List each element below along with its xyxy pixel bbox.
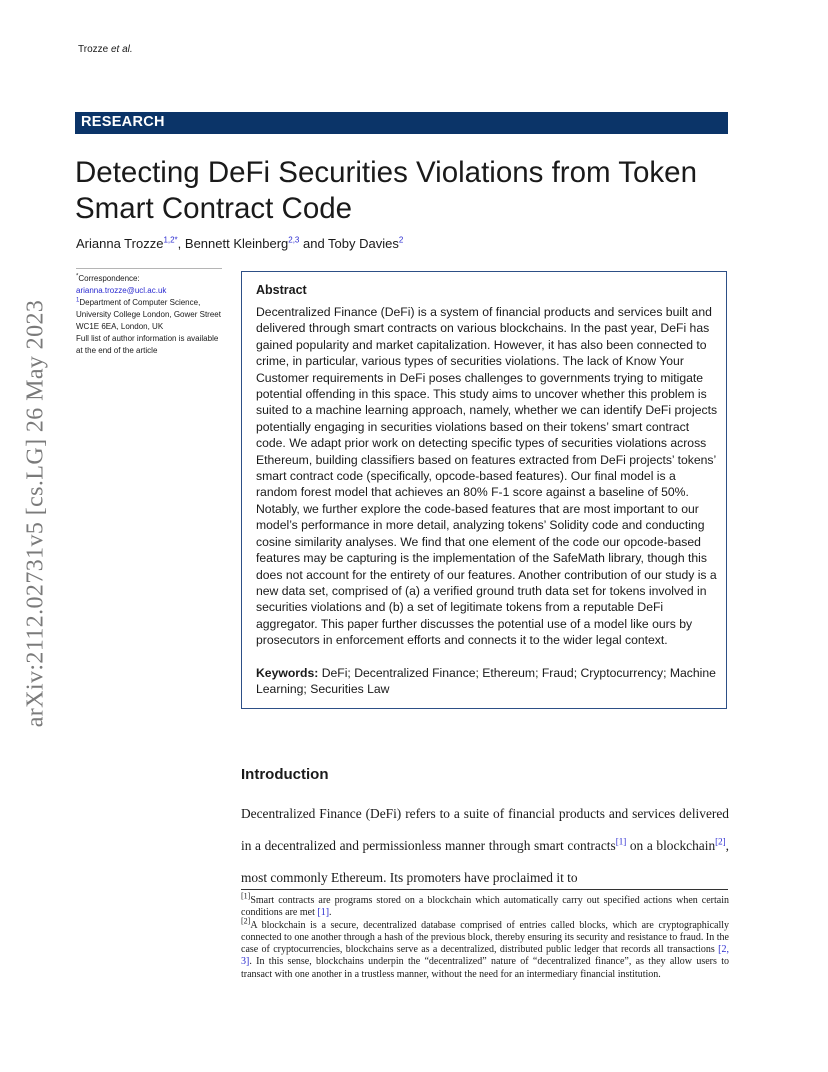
footnote-text: A blockchain is a secure, decentralized database comprised of entries called blocks, which are cryptographically connected to one another through a hash of the previous block, thereby ensuring its security and resistance to fraud. In the case of cryptocurrencies, blockchains serve as a decentralized, distributed public ledger that records all transactions [241, 919, 729, 956]
footnote-text: Smart contracts are programs stored on a blockchain which automatically carry out specified actions when certain conditions are met [241, 895, 729, 919]
correspondence-divider [76, 268, 222, 269]
keywords-text: DeFi; Decentralized Finance; Ethereum; Fraud; Cryptocurrency; Machine Learning; Securities Law [256, 666, 716, 697]
correspondence-label: Correspondence: [78, 274, 140, 283]
footnote-2 [241, 916, 729, 981]
arxiv-identifier-stamp: arXiv:2112.02731v5 [cs.LG] 26 May 2023 [22, 299, 49, 728]
affiliation-text: Department of Computer Science, University College London, Gower Street WC1E 6EA, London, UK [76, 298, 221, 331]
correspondence-block [76, 273, 226, 357]
footnotes [241, 891, 729, 981]
keywords-line [256, 665, 718, 698]
running-head-author: Trozze [78, 44, 109, 55]
paper-title: Detecting DeFi Securities Violations from Token Smart Contract Code [75, 156, 697, 225]
keywords-label: Keywords: [256, 666, 319, 680]
footnote-text: . In this sense, blockchains underpin the “decentralized” nature of “decentralized finance”, as they allow users to transact with one another in a trustless manner, without the need for an intermediary financial institution. [241, 956, 729, 980]
footnote-ref-link[interactable]: [2] [715, 836, 726, 847]
intro-text-part: Decentralized Finance (DeFi) refers to a suite of financial products and services delivered in a decentralized and permissionless manner through smart contracts [241, 806, 729, 853]
abstract-text: Decentralized Finance (DeFi) is a system of financial products and services built and delivered through smart contracts on various blockchains. In the past year, DeFi has gained popularity and market capitalization. However, it has also been connected to crime, in particular, various types of securities violations. The lack of Know Your Customer requirements in DeFi poses challenges to governments trying to mitigate potential offending in this space. This study aims to uncover whether this problem is suited to a machine learning approach, namely, whether we can identify DeFi projects potentially engaging in securities violations based on their tokens’ smart contract code. We adapt prior work on detecting specific types of securities violations across Ethereum, building classifiers based on features extracted from DeFi projects’ tokens’ smart contract code (specifically, opcode-based features). Our final model is a random forest model that achieves an 80% F-1 score against a baseline of 50%. Notably, we further explore the code-based features that are most important to our model’s performance in more detail, analyzing tokens’ Solidity code and conducting cosine similarity analyses. We find that one element of the code our opcode-based features may be capturing is the implementation of the SafeMath library, though this does not account for the entirety of our features. Another contribution of our study is a new data set, comprised of (a) a verified ground truth data set for tokens involved in securities violations and (b) a set of legitimate tokens from a reputable DeFi aggregator. This paper further discusses the potential use of a model like ours by prosecutors in enforcement efforts and connects it to the wider legal context. [256, 305, 718, 648]
author-list [76, 236, 403, 251]
footnote-text: . [329, 907, 332, 919]
author-name: Arianna Trozze [76, 236, 164, 251]
intro-text-part: on a blockchain [626, 838, 716, 853]
correspondence-email-link[interactable]: arianna.trozze@ucl.ac.uk [76, 286, 167, 295]
author-name: , Bennett Kleinberg [177, 236, 289, 251]
author-affiliation-link[interactable]: 2 [398, 235, 404, 245]
introduction-paragraph [241, 798, 729, 894]
author-affiliation-link[interactable]: 1,2* [163, 235, 178, 245]
running-head [78, 44, 133, 55]
section-label: RESEARCH [81, 114, 165, 130]
citation-link[interactable]: [1] [317, 907, 330, 919]
footnote-marker: [2] [241, 916, 251, 926]
footnote-marker: [1] [241, 891, 251, 901]
intro-text-part: , most commonly Ethereum. Its promoters have proclaimed it to [241, 838, 729, 885]
footnote-divider [241, 889, 728, 890]
author-affiliation-link[interactable]: 2,3 [288, 235, 300, 245]
abstract-heading: Abstract [256, 283, 307, 297]
footnote-ref-link[interactable]: [1] [615, 836, 627, 847]
introduction-heading: Introduction [241, 766, 329, 783]
running-head-etal: et al. [110, 44, 133, 55]
author-name: and Toby Davies [299, 236, 399, 251]
footnote-1 [241, 891, 729, 920]
correspondence-star: * [76, 273, 79, 280]
affiliation-marker: 1 [76, 297, 80, 304]
citation-link[interactable]: [2, 3] [241, 944, 729, 968]
author-info-note: Full list of author information is available at the end of the article [76, 334, 219, 355]
section-label-bar [75, 112, 728, 134]
